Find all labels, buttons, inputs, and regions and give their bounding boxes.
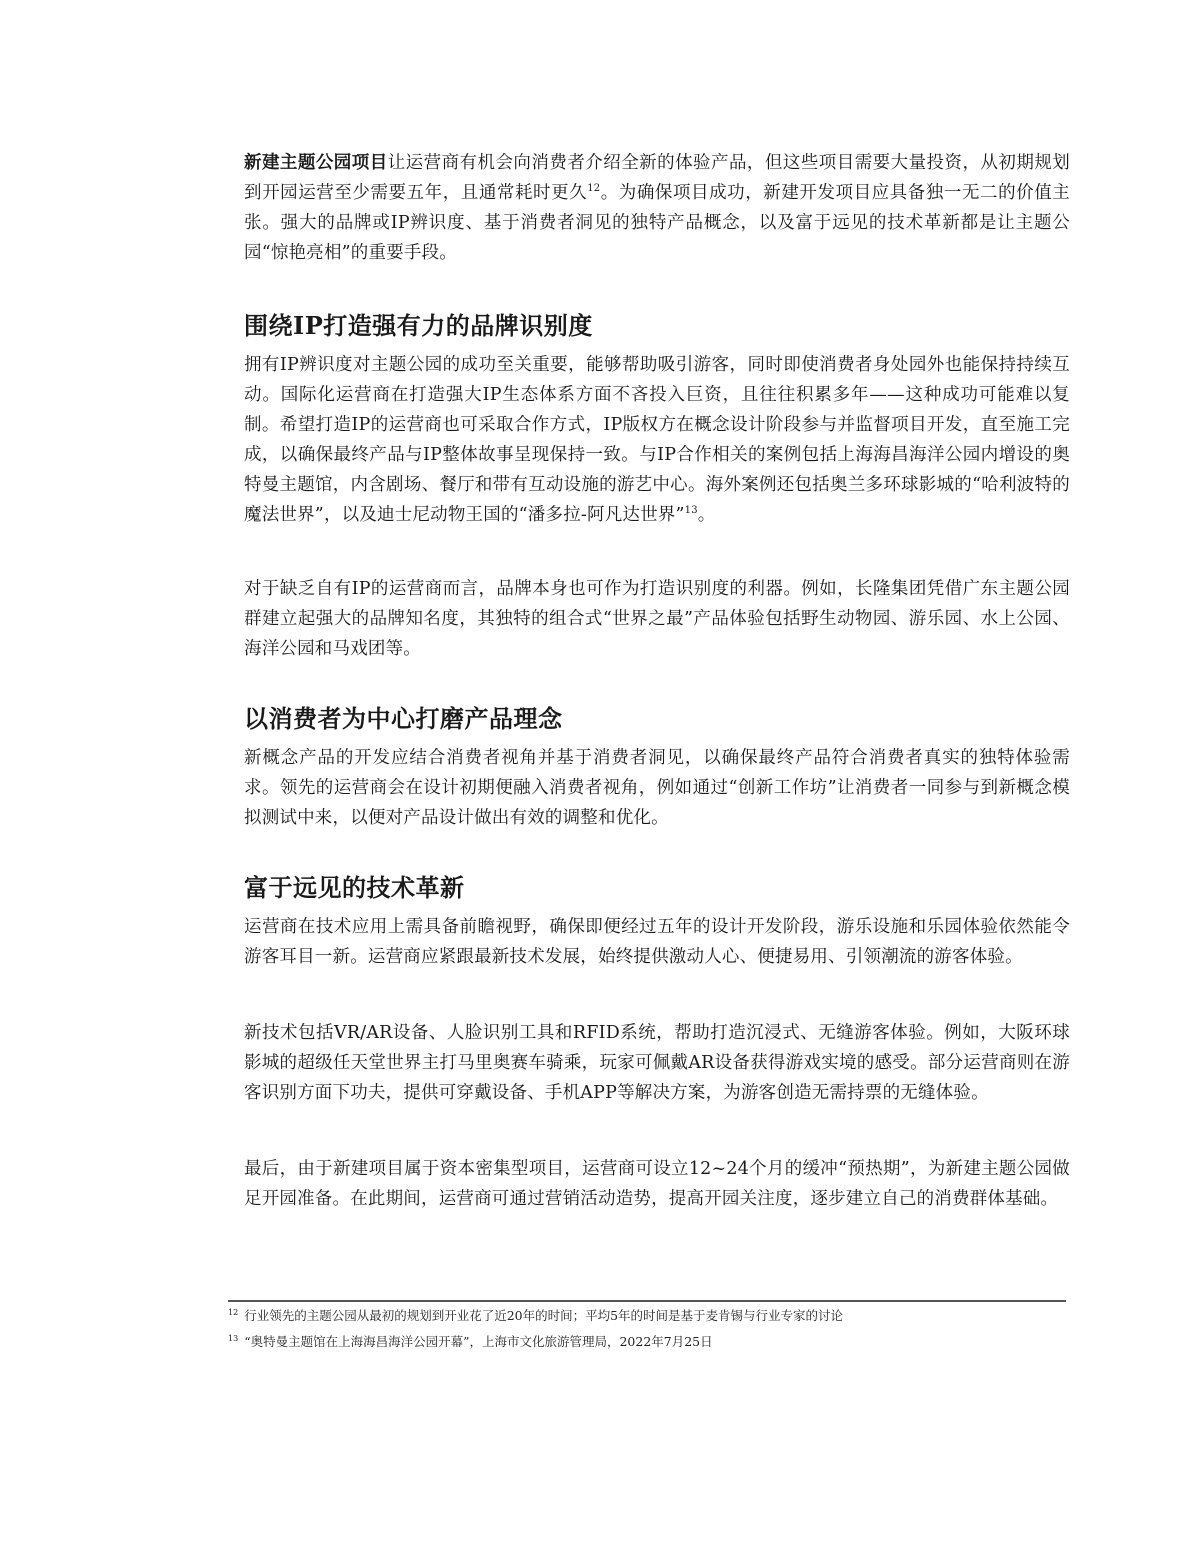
footnote-13-text: “奥特曼主题馆在上海海昌海洋公园开幕”，上海市文化旅游管理局，2022年7月25日 <box>244 1334 713 1349</box>
footnote-ref-13[interactable]: 13 <box>684 505 698 517</box>
footnote-divider <box>228 1300 1066 1302</box>
ip-paragraph-1 <box>244 350 1070 530</box>
footnotes <box>228 1300 1066 1352</box>
ip-paragraph-2: 对于缺乏自有IP的运营商而言，品牌本身也可作为打造识别度的利器。例如，长隆集团凭借广东主题公园群建立起强大的品牌知名度，其独特的组合式“世界之最”产品体验包括野生动物园、游乐园、水上公园、海洋公园和马戏团等。 <box>244 579 1070 659</box>
footnote-13 <box>228 1332 1066 1352</box>
intro-paragraph <box>244 148 1070 268</box>
ip-p1-text: 拥有IP辨识度对主题公园的成功至关重要，能够帮助吸引游客，同时即使消费者身处园外也能保持持续互动。国际化运营商在打造强大IP生态体系方面不吝投入巨资，且往往积累多年——这种成功可能难以复制。希望打造IP的运营商也可采取合作方式，IP版权方在概念设计阶段参与并监督项目开发，直至施工完成，以确保最终产品与IP整体故事呈现保持一致。与IP合作相关的案例包括上海海昌海洋公园内增设的奥特曼主题馆，内含剧场、餐厅和带有互动设施的游艺中心。海外案例还包括奥兰多环球影城的“哈利波特的魔法世界”，以及迪士尼动物王国的“潘多拉-阿凡达世界” <box>244 355 1070 525</box>
intro-bold-lead: 新建主题公园项目 <box>244 153 388 173</box>
footnote-ref-12[interactable]: 12 <box>587 183 601 195</box>
intro-text-a: 让运营商有机会向消费者介绍全新的体验产品，但这些项目需要大量投资，从初期规划到开园运营至少需要五年，且通常耗时更久 <box>244 153 1070 203</box>
heading-tech-innovation: 富于远见的技术革新 <box>244 873 465 902</box>
heading-consumer-concept: 以消费者为中心打磨产品理念 <box>244 704 563 733</box>
tech-paragraph-2: 新技术包括VR/AR设备、人脸识别工具和RFID系统，帮助打造沉浸式、无缝游客体验。例如，大阪环球影城的超级任天堂世界主打马里奥赛车骑乘，玩家可佩戴AR设备获得游戏实境的感受。部分运营商则在游客识别方面下功夫，提供可穿戴设备、手机APP等解决方案，为游客创造无需持票的无缝体验。 <box>244 1023 1070 1103</box>
footnote-13-number: 13 <box>228 1333 239 1343</box>
heading-ip-brand: 围绕IP打造强有力的品牌识别度 <box>244 311 593 340</box>
tech-paragraph-3: 最后，由于新建项目属于资本密集型项目，运营商可设立12~24个月的缓冲“预热期”，为新建主题公园做足开园准备。在此期间，运营商可通过营销活动造势，提高开园关注度，逐步建立自己的消费群体基础。 <box>244 1159 1070 1209</box>
footnote-12-text: 行业领先的主题公园从最初的规划到开业花了近20年的时间；平均5年的时间是基于麦肯锡与行业专家的讨论 <box>244 1308 844 1323</box>
intro-text-b: 。为确保项目成功，新建开发项目应具备独一无二的价值主张。强大的品牌或IP辨识度、基于消费者洞见的独特产品概念，以及富于远见的技术革新都是让主题公园“惊艳亮相”的重要手段。 <box>244 183 1070 263</box>
ip-p1-end: 。 <box>697 505 716 525</box>
consumer-paragraph-1: 新概念产品的开发应结合消费者视角并基于消费者洞见，以确保最终产品符合消费者真实的独特体验需求。领先的运营商会在设计初期便融入消费者视角，例如通过“创新工作坊”让消费者一同参与到新概念模拟测试中来，以便对产品设计做出有效的调整和优化。 <box>244 748 1070 828</box>
tech-paragraph-1: 运营商在技术应用上需具备前瞻视野，确保即便经过五年的设计开发阶段，游乐设施和乐园体验依然能令游客耳目一新。运营商应紧跟最新技术发展，始终提供激动人心、便捷易用、引领潮流的游客体验。 <box>244 917 1070 967</box>
footnote-12 <box>228 1306 1066 1326</box>
footnote-12-number: 12 <box>228 1307 239 1317</box>
